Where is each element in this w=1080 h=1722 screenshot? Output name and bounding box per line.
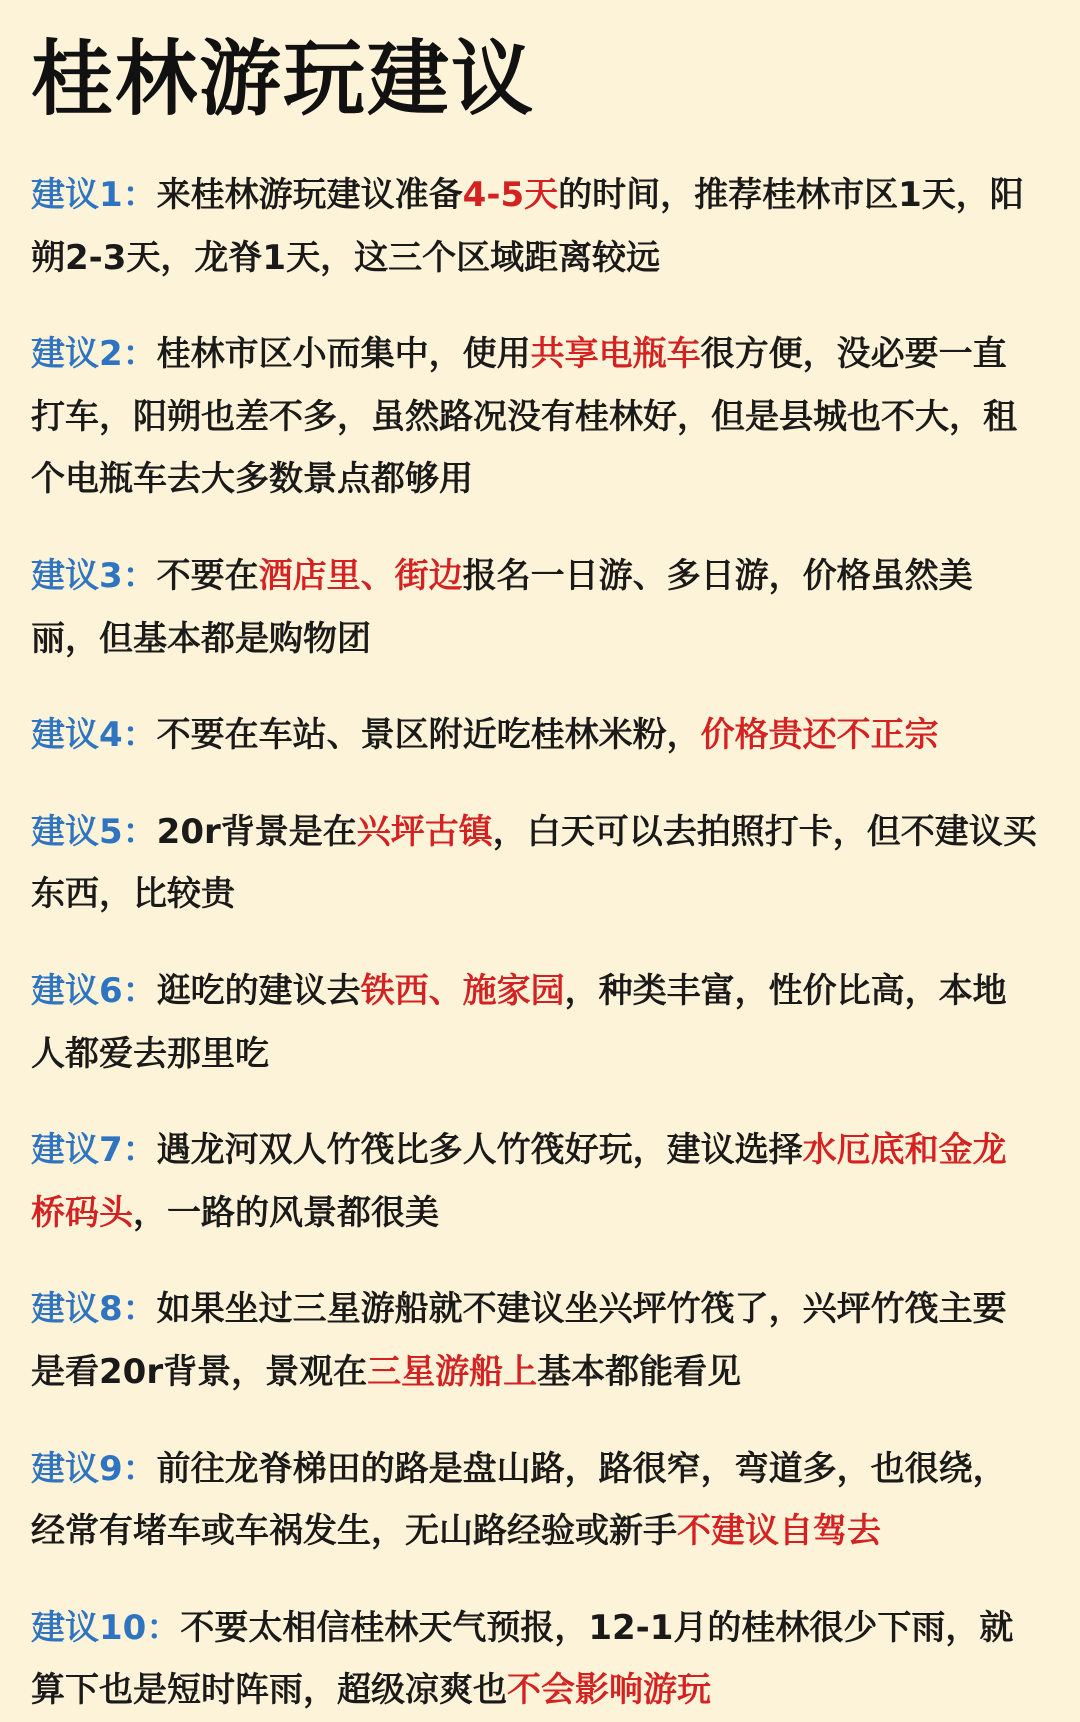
tip-highlight: 不会影响游玩	[507, 1670, 711, 1711]
tip-item	[31, 323, 1040, 511]
tip-text: 前往龙脊梯田的路是盘山路，路很窄，弯道多，也很绕，经常有堵车或车祸发生，无山路经验或新手	[31, 1448, 1007, 1552]
tip-item	[31, 1438, 1040, 1563]
tip-highlight: 铁西、施家园	[360, 970, 565, 1011]
tip-label: 建议2：	[31, 334, 157, 375]
tip-item	[31, 1597, 1040, 1722]
tip-text: 如果坐过三星游船就不建议坐兴坪竹筏了，兴坪竹筏主要是看20r背景，景观在	[31, 1289, 1007, 1392]
tip-highlight: 兴坪古镇	[356, 811, 493, 852]
tip-highlight: 酒店里、街边	[258, 555, 463, 596]
tip-text: ，一路的风景都很美	[133, 1192, 439, 1233]
tip-item	[31, 1278, 1040, 1403]
tip-highlight: 价格贵还不正宗	[700, 715, 939, 756]
tip-text: 报名一日游、多日游，价格虽然美丽，但基本都是购物团	[31, 555, 973, 659]
tip-item	[31, 801, 1040, 926]
tip-label: 建议6：	[31, 970, 157, 1011]
tip-highlight: 4-5天	[462, 175, 559, 215]
tip-text: 20r背景是在	[156, 811, 357, 852]
tips-list	[31, 164, 1040, 1722]
tip-text: 逛吃的建议去	[156, 970, 361, 1011]
tip-label: 建议10：	[31, 1607, 181, 1648]
tip-label: 建议5：	[31, 811, 157, 852]
tip-item	[31, 545, 1040, 670]
tip-text: 来桂林游玩建议准备	[156, 175, 463, 215]
tip-text: 的时间，推荐桂林市区1天，阳朔2-3天，龙脊1天，这三个区域距离较远	[31, 175, 1024, 278]
tip-text: 很方便，没必要一直打车，阳朔也差不多，虽然路况没有桂林好，但是县城也不大，租个电瓶车去大多数景点都够用	[31, 334, 1017, 500]
tip-text: 遇龙河双人竹筏比多人竹筏好玩，建议选择	[156, 1130, 803, 1171]
tip-label: 建议3：	[31, 555, 157, 596]
tip-highlight: 水厄底和金龙桥码头	[31, 1130, 1007, 1233]
tip-text: 桂林市区小而集中，使用	[156, 334, 531, 375]
tip-text: ，种类丰富，性价比高，本地人都爱去那里吃	[31, 970, 1007, 1074]
tip-text: 基本都能看见	[537, 1351, 742, 1392]
tip-item	[31, 164, 1040, 289]
tip-label: 建议9：	[31, 1448, 157, 1489]
tip-highlight: 不建议自驾去	[677, 1511, 881, 1552]
tip-item	[31, 1119, 1040, 1244]
tip-label: 建议1：	[31, 175, 157, 215]
tip-text: 不要在	[156, 555, 259, 596]
tip-highlight: 三星游船上	[367, 1351, 538, 1392]
tip-text: ，白天可以去拍照打卡，但不建议买东西，比较贵	[31, 811, 1037, 915]
tip-label: 建议4：	[31, 715, 157, 756]
tip-item	[31, 704, 1040, 767]
tip-label: 建议7：	[31, 1130, 157, 1171]
tip-label: 建议8：	[31, 1289, 157, 1330]
page-title: 桂林游玩建议	[31, 32, 536, 127]
tip-item	[31, 960, 1040, 1085]
tip-text: 不要在车站、景区附近吃桂林米粉，	[156, 715, 701, 756]
tip-highlight: 共享电瓶车	[530, 334, 701, 375]
tip-text: 不要太相信桂林天气预报，12-1月的桂林很少下雨，就算下也是短时阵雨，超级凉爽也	[31, 1607, 1014, 1711]
